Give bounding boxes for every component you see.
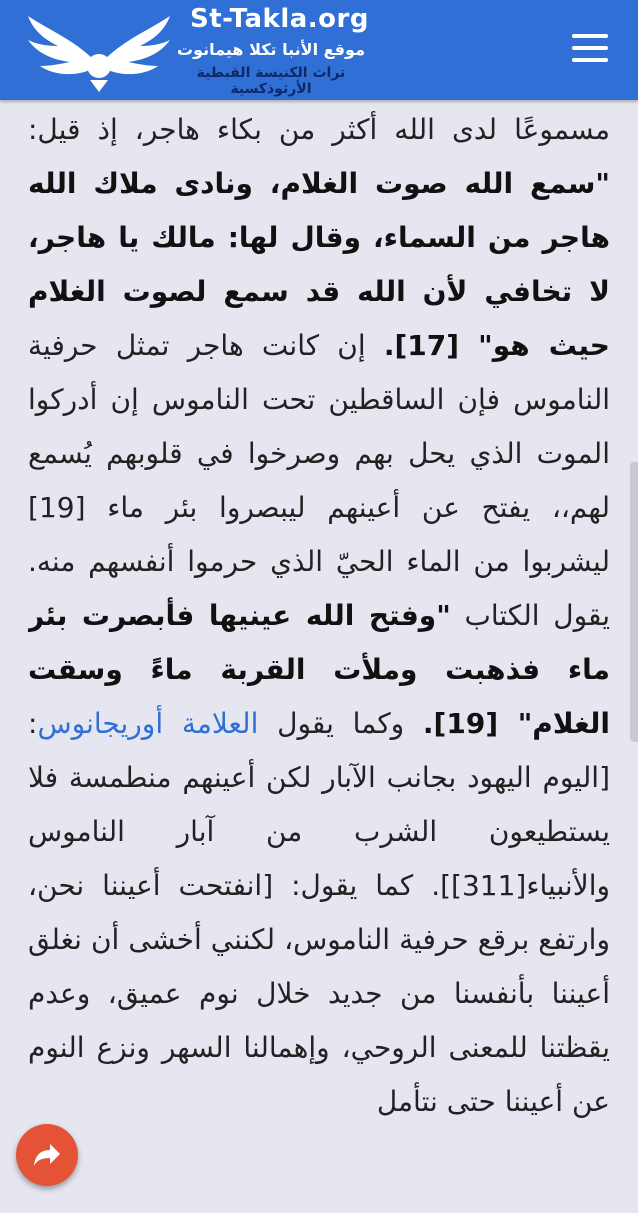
site-header bbox=[0, 0, 638, 100]
article-paragraph bbox=[28, 103, 610, 1129]
site-tagline: تراث الكنيسة القبطية الأرثوذكسية bbox=[196, 65, 346, 97]
bible-quote: "وفتح الله عينيها فأبصرت بئر ماء فذهبت وملأت القربة ماءً وسقت الغلام" [19]. bbox=[28, 599, 610, 740]
article-text: مسموعًا لدى الله أكثر من بكاء هاجر، إذ قيل: bbox=[28, 113, 610, 146]
scrollbar-thumb[interactable] bbox=[630, 462, 638, 742]
article-text: إن كانت هاجر تمثل حرفية الناموس فإن الساقطين تحت الناموس إن أدركوا الموت الذي يحل بهم وصرخوا في قلوبهم يُسمع لهم،، يفتح عن أعينهم ليبصروا بئر ماء [19] ليشربوا من الماء الحيّ الذي حرموا أنفسهم منه. يقول الكتاب bbox=[28, 329, 610, 632]
bible-quote: "سمع الله صوت الغلام، ونادى ملاك الله هاجر من السماء، وقال لها: مالك يا هاجر، لا تخافي لأن الله قد سمع لصوت الغلام حيث هو" [17]. bbox=[28, 167, 610, 362]
article-body bbox=[28, 103, 610, 1213]
share-arrow-icon bbox=[32, 1142, 62, 1168]
hamburger-menu-icon[interactable] bbox=[572, 34, 608, 62]
site-subtitle: موقع الأنبا تكلا هيمانوت bbox=[177, 40, 365, 59]
origen-link[interactable]: العلامة أوريجانوس bbox=[37, 707, 259, 740]
share-button[interactable] bbox=[16, 1124, 78, 1186]
site-name[interactable]: St-Takla.org bbox=[190, 4, 369, 34]
article-text: وكما يقول bbox=[258, 707, 423, 740]
article-text: : [اليوم اليهود بجانب الآبار لكن أعينهم منطمسة فلا يستطيعون الشرب من آبار الناموس والأنبياء[311]]. كما يقول: [انفتحت أعيننا نحن، وارتفع برقع حرفية الناموس، لكنني أخشى أن نغلق أعيننا بأنفسنا من جديد خلال نوم عميق، وعدم يقظتنا للمعنى الروحي، وإهمالنا السهر ونزع النوم عن أعيننا حتى نتأمل bbox=[28, 707, 610, 1118]
angel-wings-logo-icon[interactable] bbox=[24, 10, 174, 94]
